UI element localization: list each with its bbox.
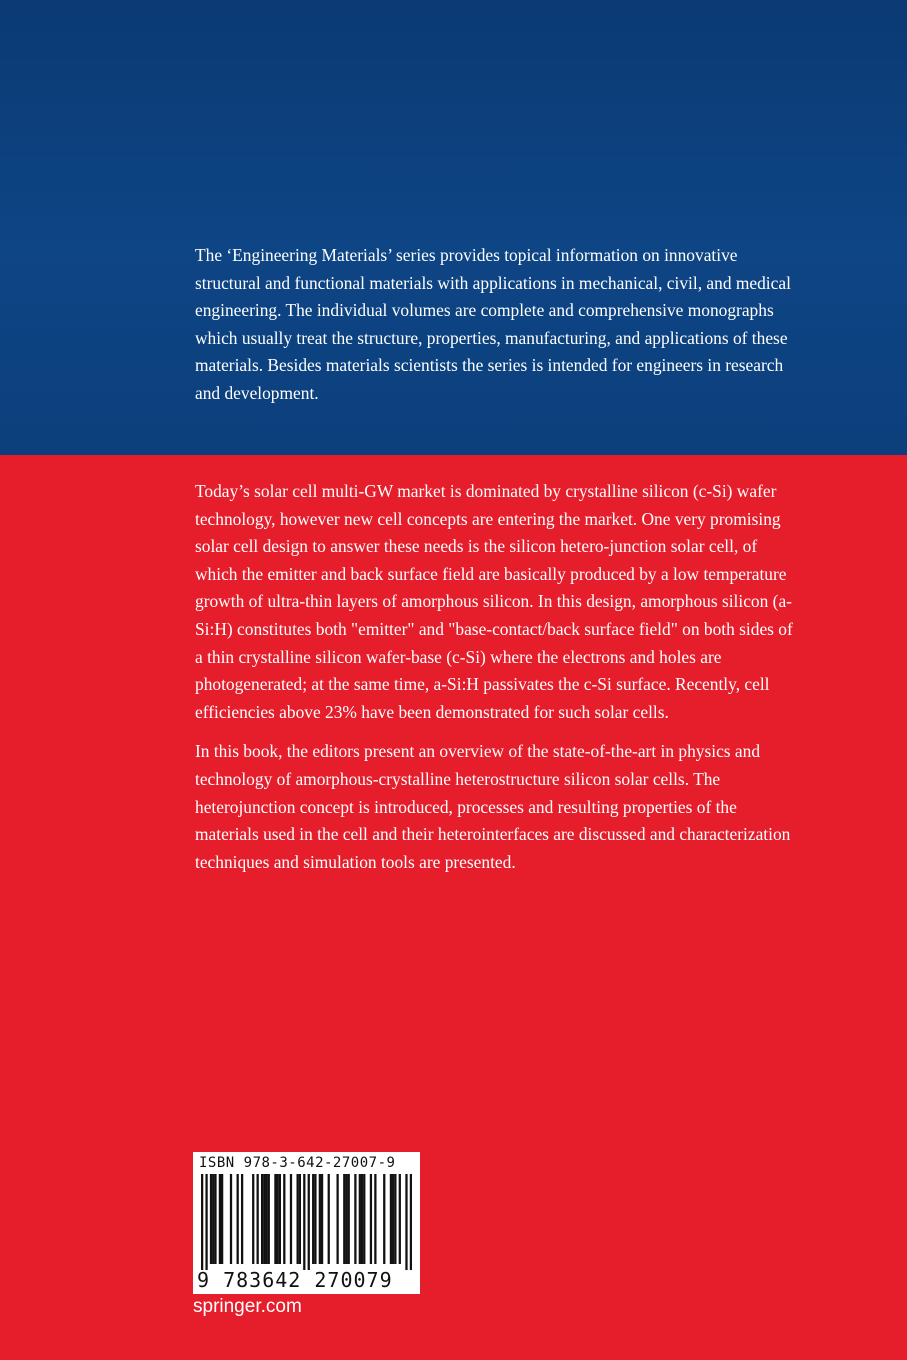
- description-paragraph-1: Today’s solar cell multi-GW market is dominated by crystalline silicon (c-Si) wafer technology, however new cell concepts are entering the market. One very promising solar cell design to answer these needs is the silicon hetero-junction solar cell, of which the emitter and back surface field are basically produced by a low temperature growth of ultra-thin layers of amorphous silicon. In this design, amorphous silicon (a-Si:H) constitutes both "emitter" and "base-contact/back surface field" on both sides of a thin crystalline silicon wafer-base (c-Si) where the electrons and holes are photogenerated; at the same time, a-Si:H passivates the c-Si surface. Recently, cell efficiencies above 23% have been demonstrated for such solar cells.: [195, 481, 793, 722]
- publisher-url: springer.com: [193, 1296, 302, 1317]
- isbn-label: ISBN 978-3-642-27007-9: [199, 1155, 396, 1171]
- book-description: [195, 478, 795, 888]
- description-paragraph-2: In this book, the editors present an overview of the state-of-the-art in physics and technology of amorphous-crystalline heterostructure silicon solar cells. The heterojunction concept is introduced, processes and resulting properties of the materials used in the cell and their heterointerfaces are discussed and characterization techniques and simulation tools are presented.: [195, 741, 791, 872]
- series-description: The ‘Engineering Materials’ series provides topical information on innovative structural and functional materials with applications in mechanical, civil, and medical engineering. The individual volumes are complete and comprehensive monographs which usually treat the structure, properties, manufacturing, and applications of these materials. Besides materials scientists the series is intended for engineers in research and development.: [195, 245, 791, 403]
- ean-digits: 9 783642 270079: [197, 1268, 393, 1292]
- isbn-barcode: [193, 1152, 420, 1294]
- blue-header-band: [0, 0, 907, 455]
- barcode-bars-icon: [201, 1174, 412, 1270]
